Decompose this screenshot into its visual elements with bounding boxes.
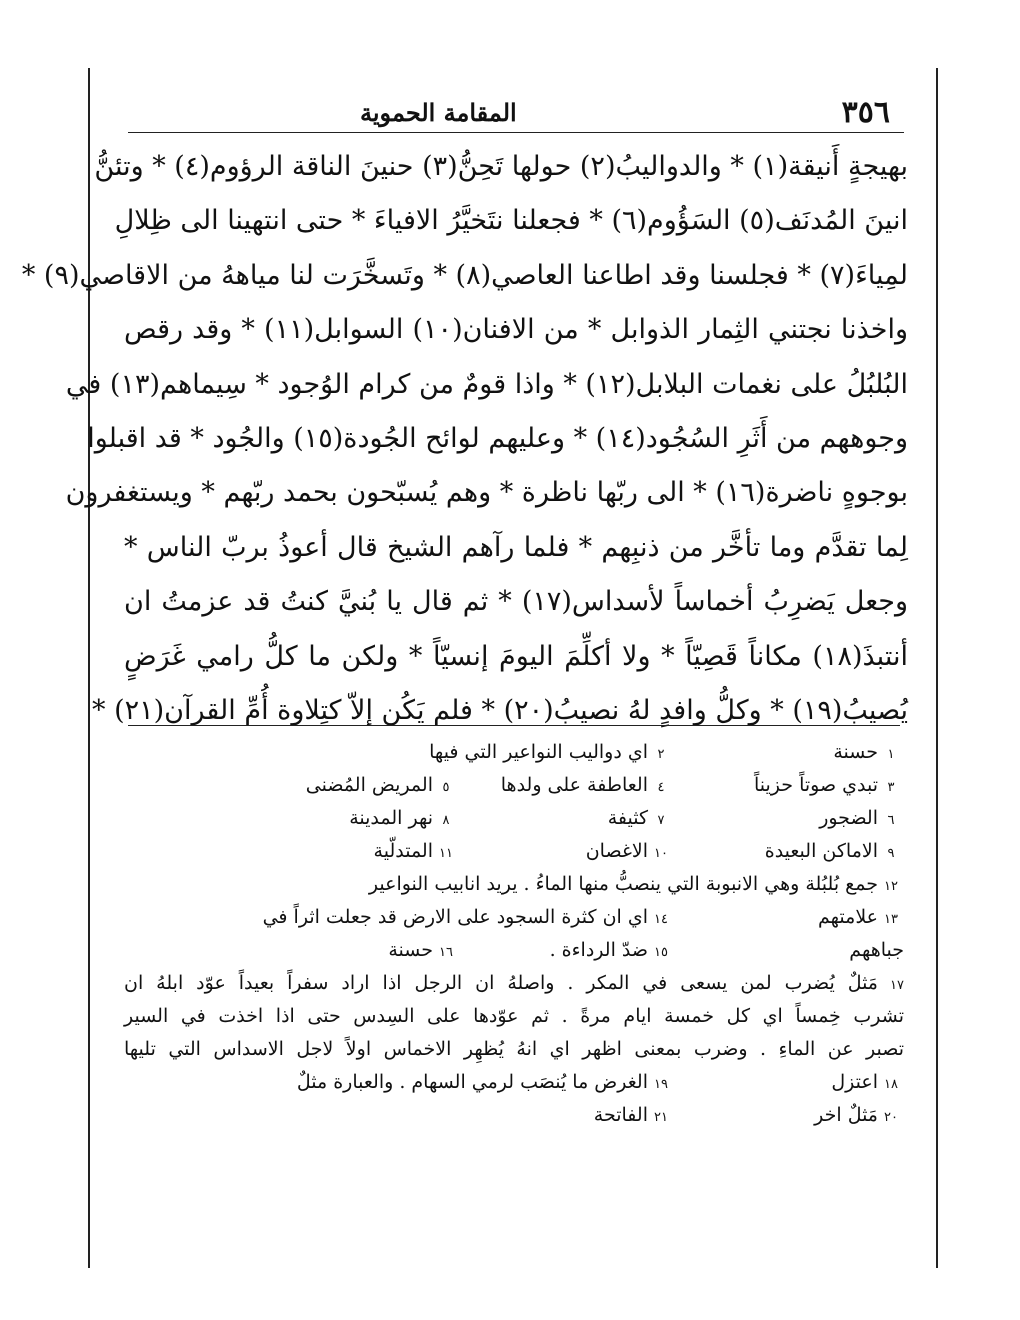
footnote-number: ٢ <box>657 747 665 762</box>
text-line: يُصيبُ(١٩) * وكلُّ وافدٍ لهُ نصيبُ(٢٠) * فلم يَكُن إلاّ كتِلاوة أُمِّ القرآن(٢١) * <box>92 694 908 726</box>
footnote <box>263 901 674 934</box>
footnote <box>297 1066 674 1099</box>
footnote <box>374 835 459 868</box>
footnote-row <box>124 868 904 901</box>
footnote-row <box>124 1066 904 1099</box>
running-title: المقامة الحموية <box>360 97 517 127</box>
footnote-row <box>124 901 904 934</box>
text-line: البُلبُلُ على نغمات البلابل(١٢) * واذا قومٌ من كرام الوُجود * سِيماهم(١٣) في <box>65 368 908 400</box>
footnote-text: تشرب خِمساً اي كل خمسة ايام مرةً . ثم عوّدها على السِدس حتى اذا اخذت في السير <box>124 1005 904 1027</box>
footnote-text: تصبر عن الماءِ . وضرب بمعنى اظهر اي انهُ يُظهِر الاخماس اولاً لاجل الاسداس التي تليها <box>124 1038 904 1060</box>
footnote-text: المريض المُضنى <box>305 774 433 796</box>
footnote-text: اعتزل <box>831 1071 878 1093</box>
footnote-continuation <box>674 934 904 967</box>
footnote-number: ١٢ <box>884 879 898 894</box>
text-line: انينَ المُدنَف(٥) السَؤُوم(٦) * فجعلنا نتَخيَّرُ الافياءَ * حتى انتهينا الى ظِلالِ <box>114 205 908 237</box>
footnote-text: العاطفة على ولدها <box>500 774 648 796</box>
footnote-text: جمع بُلبُلة وهي الانبوبة التي ينصبُّ منها الماءُ . يريد انابيب النواعير <box>368 873 878 895</box>
footnote <box>674 835 904 868</box>
footnote <box>124 967 904 1000</box>
footnote-text: علامتهم <box>818 906 878 928</box>
footnote-number: ١٥ <box>654 945 668 960</box>
page-number: ٣٥٦ <box>841 94 890 130</box>
footnote-number: ٢١ <box>654 1110 668 1125</box>
footnote <box>459 934 674 967</box>
footnote <box>124 868 904 901</box>
footnote-number: ١٩ <box>654 1077 668 1092</box>
footnote-text: الاغصان <box>585 840 648 862</box>
footnote <box>674 901 904 934</box>
text-line: وجعل يَضرِبُ أخماساً لأسداس(١٧) * ثم قال يا بُنيَّ كنتُ قد عزمتُ ان <box>124 586 908 618</box>
footnote-row <box>124 1033 904 1066</box>
footnote-text: الغرض ما يُنصَب لرمي السهام . والعبارة مثلٌ <box>296 1071 648 1093</box>
page-header <box>130 92 890 132</box>
text-line: بوجوهٍ ناضرة(١٦) * الى ربّها ناظرة * وهم يُسبّحون بحمد ربّهم * ويستغفرون <box>65 477 908 509</box>
footnote-text: ضدّ الرداءة . <box>549 939 648 961</box>
main-text <box>21 140 908 738</box>
footnote <box>674 736 904 769</box>
footnote-number: ١ <box>887 747 895 762</box>
footnote-text: نهر المدينة <box>349 807 433 829</box>
footnote-number: ٦ <box>887 813 895 828</box>
footnote-text: الضجور <box>819 807 878 829</box>
text-line: واخذنا نجتني الثِمار الذوابل * من الافنان(١٠) السوابل(١١) * وقد رقص <box>124 314 908 346</box>
footnote <box>594 1099 674 1132</box>
footnotes <box>124 736 904 1132</box>
footnote-continuation <box>124 1033 904 1066</box>
footnote <box>459 835 674 868</box>
footnote <box>388 934 459 967</box>
footnote-row <box>124 769 904 802</box>
footnote-number: ١١ <box>439 846 453 861</box>
footnote <box>674 769 904 802</box>
footnote-text: الاماكن البعيدة <box>764 840 878 862</box>
footnote-text: تبدي صوتاً حزيناً <box>753 774 878 796</box>
footnote-number: ١٨ <box>884 1077 898 1092</box>
text-line: لمِياءَ(٧) * فجلسنا وقد اطاعنا العاصي(٨) * وتَسخَّرَت لنا مياههُ من الاقاصي(٩) * <box>21 259 908 291</box>
footnote-row <box>124 835 904 868</box>
footnote-text: الفاتحة <box>593 1104 648 1126</box>
footnote <box>674 1099 904 1132</box>
footnote <box>674 1066 904 1099</box>
footnote-number: ٩ <box>887 846 895 861</box>
header-rule <box>128 132 904 133</box>
text-line: لِما تقدَّم وما تأخَّر من ذنبِهم * فلما رآهم الشيخ قال أعوذُ بربّ الناس * <box>124 531 908 563</box>
footnotes-rule <box>128 725 900 726</box>
footnote-text: جباههم <box>849 939 904 961</box>
footnote <box>459 802 674 835</box>
footnote-number: ٣ <box>887 780 895 795</box>
footnote-text: حسنة <box>833 741 878 763</box>
footnote-text: حسنة <box>388 939 433 961</box>
footnote-row <box>124 1000 904 1033</box>
footnote <box>306 769 459 802</box>
footnote-row <box>124 967 904 1000</box>
footnote-number: ٧ <box>657 813 665 828</box>
footnote-row <box>124 802 904 835</box>
footnote-text: مَثلٌ يُضرب لمن يسعى في المكر . واصلهُ ان الرجل اذا اراد سفراً بعيداً عوّد ابلهُ ان <box>124 972 878 994</box>
footnote-number: ٤ <box>657 780 665 795</box>
footnote-number: ٢٠ <box>884 1110 898 1125</box>
footnote-text: المتدلّية <box>373 840 433 862</box>
footnote-text: اي ان كثرة السجود على الارض قد جعلت اثراً في <box>262 906 648 928</box>
footnote-text: اي دواليب النواعير التي فيها <box>429 741 648 763</box>
footnote <box>674 802 904 835</box>
text-line: بهيجةٍ أَنيقة(١) * والدواليبُ(٢) حولها تَحِنُّ(٣) حنينَ الناقة الرؤوم(٤) * وتئنُّ <box>94 151 908 182</box>
footnote <box>349 802 459 835</box>
footnote-number: ٥ <box>442 780 450 795</box>
footnote-row <box>124 736 904 769</box>
footnote-text: كثيفة <box>607 807 648 829</box>
footnote-row <box>124 934 904 967</box>
footnote-number: ١٧ <box>890 978 904 993</box>
footnote-number: ٨ <box>442 813 450 828</box>
footnote-number: ١٦ <box>439 945 453 960</box>
text-line: وجوههم من أَثَرِ السُجُود(١٤) * وعليهم لوائح الجُودة(١٥) والجُود * قد اقبلوا <box>87 422 908 454</box>
footnote-number: ١٣ <box>884 912 898 927</box>
footnote-number: ١٤ <box>654 912 668 927</box>
footnote-number: ١٠ <box>654 846 668 861</box>
footnote <box>429 736 674 769</box>
text-line: أنتبذَ(١٨) مكاناً قَصِيّاً * ولا أكلِّمَ اليومَ إنسيّاً * ولكن ما كلُّ رامي غَرَضٍ <box>124 640 908 672</box>
footnote-continuation <box>124 1000 904 1033</box>
footnote-text: مَثلٌ اخر <box>814 1104 878 1126</box>
footnote <box>459 769 674 802</box>
footnote-row <box>124 1099 904 1132</box>
